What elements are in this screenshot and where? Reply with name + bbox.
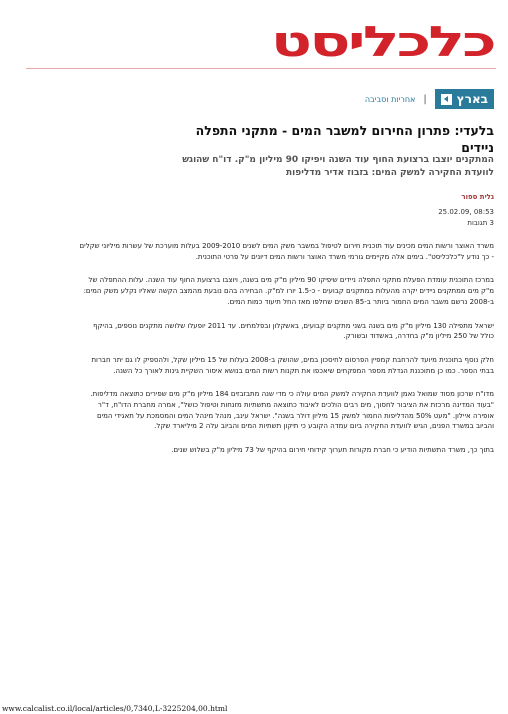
article-paragraph: חלק נוסף בתוכנית מיועד להרחבת קמפיין הפרסום לחיסכון במים, שהושק ב-2008 בעלות של 15 מיליון שקל, ולהספיק לו גם יתר חברות בבתי הספר. כמו כן מתוכננת הגדלת מספר המפקחים שיאכפו את תקנות רשות המים בנושא איסור השקיית גינות לאורך כל השנה. xyxy=(91,355,494,375)
publish-date: 25.02.09, 08:53 xyxy=(438,208,494,216)
article-paragraph: במרכז התוכנית עומדת הפעלת מתקני התפלה ניידים שיפיקו 90 מיליון מ"ק מים בשנה, ויוצבו ברצועת החוף עוד השנה. עלות ההתפלה של מ"ק מים ממתקנים ניידים יקרה מהעלות במתקנים קבועים - כ-1.5 יורו למ"ק. הבחירה בהם נובעת מהמצב הקשה שאליו נקלע משק המים: ב-2008 נרשם משבר המים החמור ביותר ב-85 השנים שחלפו מאז החל תיעוד כמות המים. xyxy=(83,276,494,306)
article-paragraph: משרד האוצר ורשות המים מכינים עוד תוכנית חירום לטיפול במשבר משק המים לשנים 2009-2010 בעלות מוערכת של עשרות מיליוני שקלים - כך נודע ל"כלכליסט". בימים אלה מקיימים גורמי משרד האוצר ורשות המים דיונים על פרטי התוכנית. xyxy=(79,242,494,261)
section-tab[interactable] xyxy=(435,89,494,109)
comments-count-link[interactable]: 3 תגובות xyxy=(467,219,494,227)
article-subheadline: המתקנים יוצבו ברצועת החוף עוד השנה ויפיקו 90 מיליון מ"ק. דו"ח שהוגש לוועדת החקירה למשק המים: בזבוז אדיר מדליפות xyxy=(182,155,494,178)
nav-separator: | xyxy=(423,93,427,105)
footer-url: www.calcalist.co.il/local/articles/0,7340,L-3225204,00.html xyxy=(2,704,228,713)
article-paragraph: בתוך כך, משרד התשתיות הודיע כי חברת מקורות תערוך קידוחי חירום בהיקף של 73 מיליון מ"ק בשלוש שנים. xyxy=(171,446,494,455)
article-body xyxy=(78,241,494,469)
logo-divider xyxy=(26,68,496,69)
article-paragraph: מדו"ח שרכון מסוד שמואל נאמן לוועדת החקירה למשק המים עולה כי מדי שנה מתבזבזים 184 מיליון מ"ק מים שפירים כתוצאה מדליפות. "בעוד המדינה מרכזת את הציבור לחסוך, מים רבים הולכים לאיבוד כתוצאה מתשתיות מזנחות וטיפול כושל", אמרה מחברת הדו"ח, ד"ר אופירה איילון. "מעט 50% מהדליפות החמור למשק 15 מיליון דולר בשנה". ישראל עינב, מנהל מינהל המים והמסמכת על תאגידי המים והביוב במשרד הפנים, הגיש לוועדת החקירה ביום עמדה הקובע כי תיקון תשתיות המים והביוב עלה 2 מיליארד שקל. xyxy=(90,390,494,431)
author-link[interactable]: גלית ספור xyxy=(461,193,494,201)
section-nav xyxy=(365,89,494,109)
subsection-link[interactable]: אחריות וסביבה xyxy=(364,94,416,104)
arrow-left-icon xyxy=(441,94,452,105)
section-tab-label: בארץ xyxy=(456,92,488,106)
article-headline: בלעדי: פתרון החירום למשבר המים - מתקני התפלה ניידים xyxy=(195,123,494,155)
site-logo[interactable]: כלכליסט xyxy=(270,17,494,66)
article-paragraph: ישראל מתפילה 130 מיליון מ"ק מים בשנה בשני מתקנים קבועים, באשקלון ובפלמחים. עד 2011 יופעלו שלושה מתקנים נוספים, בהיקף כולל של 250 מיליון מ"ק בחדרה, באשדוד ובשורק. xyxy=(93,321,494,341)
